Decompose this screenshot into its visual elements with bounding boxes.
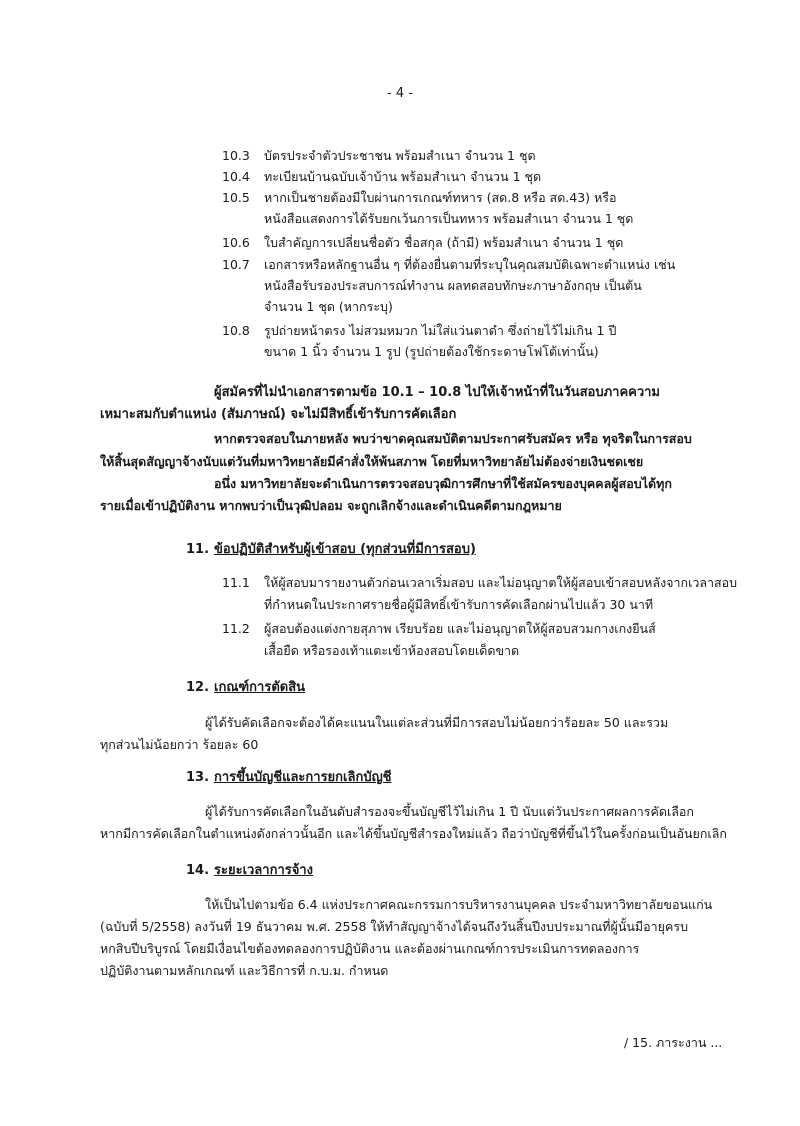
item-number: 10.6 [222,235,250,250]
list-item-10-6 [222,234,623,252]
item-text: ทะเบียนบ้านฉบับเจ้าบ้าน พร้อมสำเนา จำนวน 1 ชุด [264,169,542,184]
list-item-10-7 [222,256,675,274]
item-number: 10.4 [222,169,250,184]
item-text: ผู้สอบต้องแต่งกายสุภาพ เรียบร้อย และไม่อนุญาตให้ผู้สอบสวมกางเกงยีนส์ [264,621,656,636]
section-12-paragraph-cont: ทุกส่วนไม่น้อยกว่า ร้อยละ 60 [100,737,259,752]
item-text-continued: เสื้อยืด หรือรองเท้าแตะเข้าห้องสอบโดยเด็ดขาด [264,643,520,658]
page-number: - 4 - [387,86,413,101]
section-12-paragraph: ผู้ได้รับคัดเลือกจะต้องได้คะแนนในแต่ละส่วนที่มีการสอบไม่น้อยกว่าร้อยละ 50 และรวม [205,715,669,730]
item-text-continued: หนังสือแสดงการได้รับยกเว้นการเป็นทหาร พร้อมสำเนา จำนวน 1 ชุด [264,211,634,226]
section-title: เกณฑ์การตัดสิน [214,680,306,695]
notice-paragraph-2-cont: ให้สิ้นสุดสัญญาจ้างนับแต่วันที่มหาวิทยาลัยมีคำสั่งให้พ้นสภาพ โดยที่มหาวิทยาลัยไม่ต้องจ่ายเงินชดเชย [100,454,644,469]
section-11-heading [186,541,476,559]
item-number: 10.5 [222,190,250,205]
list-item-11-1 [222,574,737,592]
section-number: 13. [186,770,210,785]
section-14-heading [186,862,313,880]
notice-paragraph-1-cont: เหมาะสมกับตำแหน่ง (สัมภาษณ์) จะไม่มีสิทธิ์เข้ารับการคัดเลือก [100,407,457,422]
item-text: บัตรประจำตัวประชาชน พร้อมสำเนา จำนวน 1 ชุด [264,148,536,163]
section-12-heading [186,679,305,697]
item-text: ให้ผู้สอบมารายงานตัวก่อนเวลาเริ่มสอบ และไม่อนุญาตให้ผู้สอบเข้าสอบหลังจากเวลาสอบ [264,575,738,590]
section-13-paragraph-cont: หากมีการคัดเลือกในตำแหน่งดังกล่าวนั้นอีก และได้ขึ้นบัญชีสำรองใหม่แล้ว ถือว่าบัญชีที่ขึ้นไว้ในครั้งก่อนเป็นอันยกเลิก [100,826,727,841]
section-14-paragraph: ให้เป็นไปตามข้อ 6.4 แห่งประกาศคณะกรรมการบริหารงานบุคคล ประจำมหาวิทยาลัยขอนแก่น [205,897,713,912]
section-title: ระยะเวลาการจ้าง [214,863,313,878]
list-item-10-8 [222,322,616,340]
section-13-heading [186,769,391,787]
section-title: การขึ้นบัญชีและการยกเลิกบัญชี [214,770,392,785]
item-number: 11.2 [222,621,250,636]
item-number: 10.3 [222,148,250,163]
item-text: รูปถ่ายหน้าตรง ไม่สวมหมวก ไม่ใส่แว่นตาดำ ซึ่งถ่ายไว้ไม่เกิน 1 ปี [264,323,617,338]
list-item-10-5 [222,189,617,207]
item-text-continued: ขนาด 1 นิ้ว จำนวน 1 รูป (รูปถ่ายต้องใช้กระดาษโฟโต้เท่านั้น) [264,344,599,359]
section-14-paragraph-cont-1: (ฉบับที่ 5/2558) ลงวันที่ 19 ธันวาคม พ.ศ. 2558 ให้ทำสัญญาจ้างได้จนถึงวันสิ้นปีงบประมาณที่ผู้นั้นมีอายุครบ [100,919,689,934]
list-item-11-2 [222,620,656,638]
notice-paragraph-3: อนึ่ง มหาวิทยาลัยจะดำเนินการตรวจสอบวุฒิการศึกษาที่ใช้สมัครของบุคคลผู้สอบได้ทุก [214,476,672,491]
list-item-10-3 [222,147,536,165]
section-14-paragraph-cont-2: หกสิบปีบริบูรณ์ โดยมีเงื่อนไขต้องทดลองการปฏิบัติงาน และต้องผ่านเกณฑ์การประเมินการทดลองการ [100,941,640,956]
item-text: หากเป็นชายต้องมีใบผ่านการเกณฑ์ทหาร (สด.8 หรือ สด.43) หรือ [264,190,617,205]
section-14-paragraph-cont-3: ปฏิบัติงานตามหลักเกณฑ์ และวิธีการที่ ก.บ.ม. กำหนด [100,963,389,978]
notice-paragraph-2: หากตรวจสอบในภายหลัง พบว่าขาดคุณสมบัติตามประกาศรับสมัคร หรือ ทุจริตในการสอบ [214,431,692,446]
section-number: 14. [186,863,210,878]
notice-paragraph-3-cont: รายเมื่อเข้าปฏิบัติงาน หากพบว่าเป็นวุฒิปลอม จะถูกเลิกจ้างและดำเนินคดีตามกฎหมาย [100,498,562,513]
item-text: ใบสำคัญการเปลี่ยนชื่อตัว ชื่อสกุล (ถ้ามี) พร้อมสำเนา จำนวน 1 ชุด [264,235,624,250]
section-number: 11. [186,542,210,557]
notice-paragraph-1: ผู้สมัครที่ไม่นำเอกสารตามข้อ 10.1 – 10.8 ไปให้เจ้าหน้าที่ในวันสอบภาคความ [214,385,660,400]
item-text-continued: จำนวน 1 ชุด (หากระบุ) [264,299,393,314]
list-item-10-4 [222,168,541,186]
section-title: ข้อปฏิบัติสำหรับผู้เข้าสอบ (ทุกส่วนที่มีการสอบ) [214,542,476,557]
item-text-continued: ที่กำหนดในประกาศรายชื่อผู้มีสิทธิ์เข้ารับการคัดเลือกผ่านไปแล้ว 30 นาที [264,597,654,612]
item-text: เอกสารหรือหลักฐานอื่น ๆ ที่ต้องยื่นตามที่ระบุในคุณสมบัติเฉพาะตำแหน่ง เช่น [264,257,676,272]
section-13-paragraph: ผู้ได้รับการคัดเลือกในอันดับสำรองจะขึ้นบัญชีไว้ไม่เกิน 1 ปี นับแต่วันประกาศผลการคัดเลือก [205,804,694,819]
item-number: 11.1 [222,575,250,590]
item-number: 10.7 [222,257,250,272]
continuation-marker: / 15. ภาระงาน ... [624,1035,723,1050]
item-text-continued: หนังสือรับรองประสบการณ์ทำงาน ผลทดสอบทักษะภาษาอังกฤษ เป็นต้น [264,278,642,293]
section-number: 12. [186,680,210,695]
item-number: 10.8 [222,323,250,338]
